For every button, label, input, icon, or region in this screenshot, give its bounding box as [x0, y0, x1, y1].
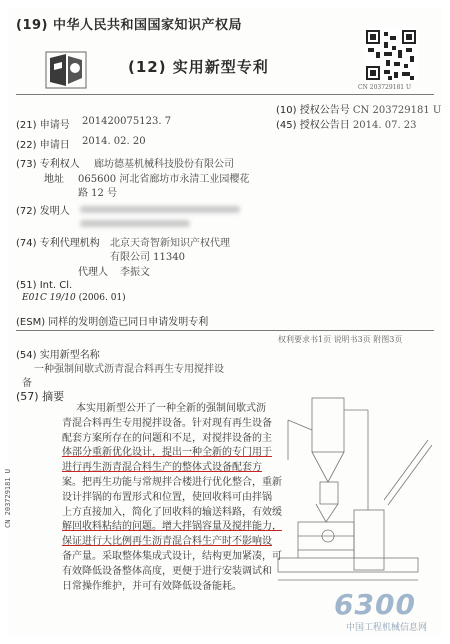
- address-line-2: 路 12 号: [78, 188, 118, 199]
- abstract-line-highlight: 进行再生沥青混合料生产的整体式设备配套方: [62, 462, 262, 474]
- patentee: 廊坊德基机械科技股份有限公司: [94, 159, 234, 170]
- equipment-drawing: [268, 390, 440, 590]
- application-number: 201420075123. 7: [82, 116, 172, 127]
- inventor-names-redacted-2: [80, 220, 190, 227]
- intcl-code: E01C 19/10: [22, 293, 76, 303]
- utility-title-label: (54) 实用新型名称: [16, 350, 100, 361]
- grant-date-label: (45) 授权公告日: [276, 120, 350, 131]
- patentee-label: (73) 专利权人: [16, 159, 80, 170]
- grant-number-label: (10) 授权公告号: [276, 105, 350, 116]
- inventor-label: (72) 发明人: [16, 206, 70, 217]
- document-type: (12) 实用新型专利: [128, 58, 269, 76]
- abstract-line: 设计拌锅的布置形式和位置，使回收料可由拌锅: [62, 491, 272, 503]
- intcl-label: (51) Int. Cl.: [16, 280, 73, 291]
- abstract-line: 青混合料再生专用搅拌设备。针对现有再生设备: [62, 417, 272, 429]
- grant-date-row: [276, 116, 417, 131]
- patent-page: [4, 8, 442, 636]
- agency-line-2: 有限公司 11340: [110, 252, 185, 263]
- intcl-row: [22, 293, 126, 303]
- watermark-logo: 6300: [334, 588, 416, 621]
- abstract-line-highlight: 体部分重新优化设计，提出一种全新的专门用于: [62, 447, 272, 459]
- inventor-names-redacted: [80, 206, 240, 213]
- issuing-office: (19) 中华人民共和国国家知识产权局: [16, 18, 242, 33]
- address-line-1: 065600 河北省廊坊市永清工业园樱花: [78, 174, 250, 185]
- abstract-line: 备产量。采取整体集成式设计，结构更加紧凑，可: [62, 550, 282, 562]
- watermark-site: 中国工程机械信息网: [346, 623, 428, 633]
- application-date-label: (22) 申请日: [16, 140, 70, 151]
- utility-title-line-2: 备: [22, 378, 32, 389]
- abstract-line: 上方直接加入，简化了回收料的输送料路，有效缓: [62, 506, 282, 518]
- abstract-line: 有效降低设备整体高度，更便于进行安装调试和: [62, 565, 272, 577]
- address-label: 地址: [44, 174, 64, 185]
- grant-date: 2014. 07. 23: [352, 120, 417, 131]
- application-date: 2014. 02. 20: [82, 136, 146, 147]
- abstract-label: (57) 摘要: [16, 390, 65, 403]
- grant-number: CN 203729181 U: [352, 105, 442, 116]
- agent-label: 代理人: [78, 267, 108, 278]
- application-number-label: (21) 申请号: [16, 120, 70, 131]
- abstract-text: [62, 402, 282, 594]
- qr-code-icon: [364, 28, 418, 82]
- abstract-line-highlight: 解回收料粘结的问题。增大拌锅容量及搅拌能力，: [62, 521, 282, 533]
- abstract-line: 案。把再生功能与常规拌合楼进行优化整合，重新: [62, 476, 282, 488]
- abstract-line: 配套方案所存在的问题和不足，对搅拌设备的主: [62, 432, 272, 444]
- abstract-line: 本实用新型公开了一种全新的强制间歇式沥: [76, 403, 266, 414]
- agency-label: (74) 专利代理机构: [16, 238, 100, 249]
- page-counts: 权利要求书1页 说明书3页 附图3页: [278, 335, 403, 344]
- esm-note: (ESM) 同样的发明创造已同日申请发明专利: [16, 317, 209, 328]
- qr-caption: CN 203729181 U: [358, 84, 412, 91]
- side-publication-number: CN 203729181 U: [4, 468, 12, 528]
- intcl-edition: (2006. 01): [78, 293, 126, 303]
- grant-number-row: [276, 101, 441, 116]
- abstract-line: 日常操作维护，并可有效降低设备能耗。: [62, 580, 242, 592]
- biblio-divider: [16, 330, 434, 331]
- abstract-line-highlight: 保证进行大比例再生沥青混合料生产时不影响设: [62, 536, 272, 548]
- utility-title-line-1: 一种强制间歇式沥青混合料再生专用搅拌设: [34, 364, 224, 375]
- agent-name: 李振文: [120, 267, 150, 278]
- sipo-emblem-icon: [44, 48, 88, 92]
- header-divider: [16, 94, 434, 95]
- agency-line-1: 北京天奇智新知识产权代理: [110, 238, 230, 249]
